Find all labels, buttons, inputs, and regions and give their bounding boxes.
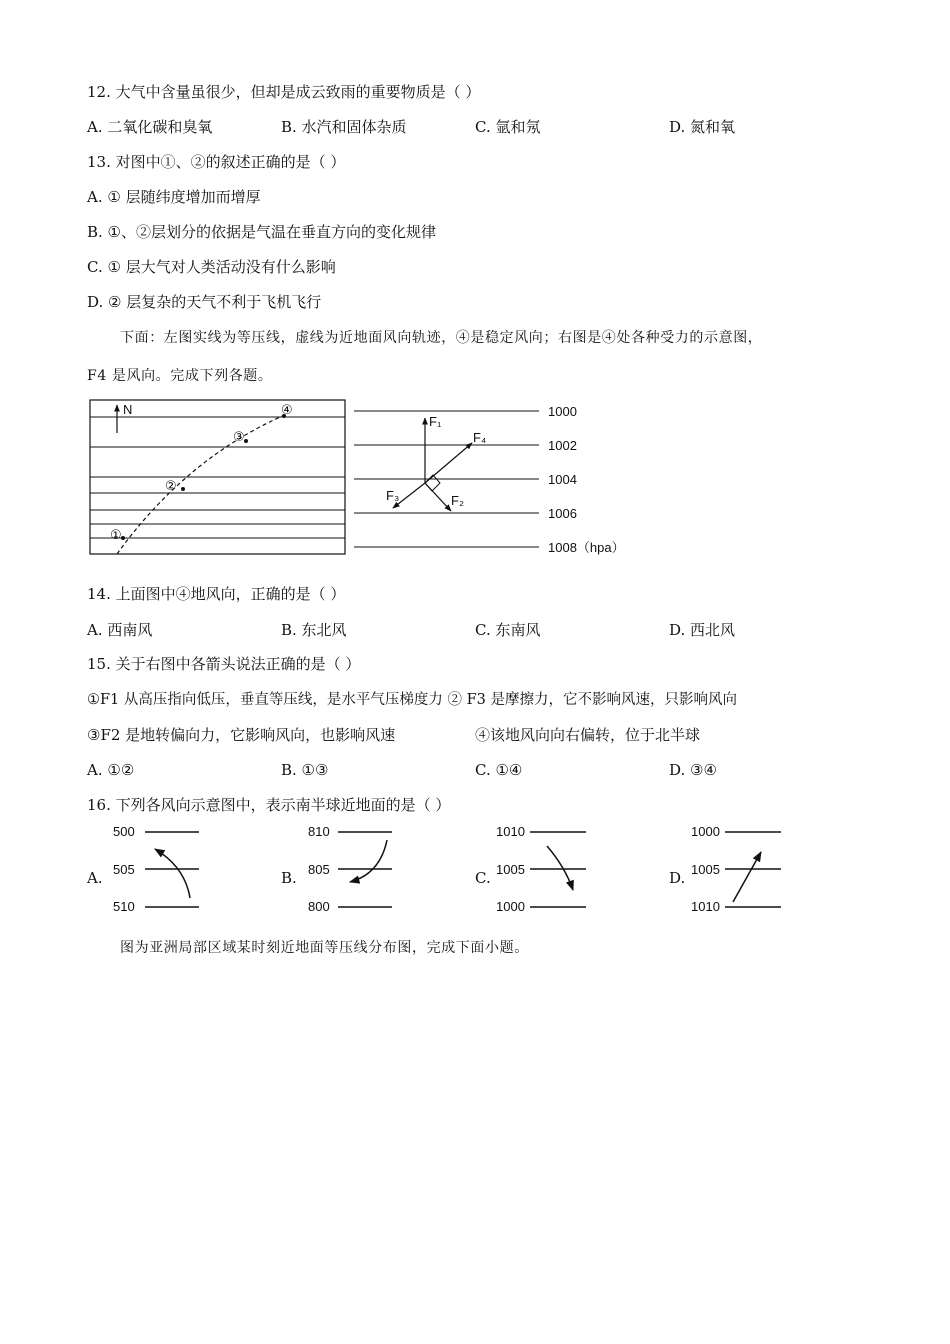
q13-option-c: C. ① 层大气对人类活动没有什么影响 bbox=[87, 258, 336, 276]
q16-option-c-letter: C. bbox=[475, 869, 491, 887]
q16-a-arrow bbox=[155, 849, 190, 898]
q14-option-b: B. 东北风 bbox=[281, 621, 347, 639]
q16-option-a-letter: A. bbox=[87, 869, 103, 887]
force-f2: F₂ bbox=[451, 493, 464, 508]
q16-option-b-letter: B. bbox=[281, 869, 297, 887]
intro1-line2: F4 是风向。完成下列各题。 bbox=[87, 368, 273, 384]
point-3-label: ③ bbox=[233, 429, 245, 444]
q16-d-label-top: 1000 bbox=[691, 824, 720, 839]
point-4-label: ④ bbox=[281, 402, 293, 417]
q12-stem: 12. 大气中含量虽很少，但却是成云致雨的重要物质是（ ） bbox=[87, 83, 481, 101]
q15-option-a: A. ①② bbox=[87, 761, 135, 779]
q12-option-c: C. 氩和氖 bbox=[475, 118, 541, 136]
q15-statement-3: ③F2 是地转偏向力，它影响风向，也影响风速 bbox=[87, 726, 396, 744]
left-isobars bbox=[90, 417, 345, 538]
q16-c-label-mid: 1005 bbox=[496, 862, 525, 877]
point-2 bbox=[181, 487, 185, 491]
q16-a-label-top: 500 bbox=[113, 824, 135, 839]
q15-option-d: D. ③④ bbox=[669, 761, 717, 779]
q16-option-d-diagram bbox=[690, 822, 785, 917]
intro2: 图为亚洲局部区域某时刻近地面等压线分布图，完成下面小题。 bbox=[120, 940, 529, 956]
q13-option-d: D. ② 层复杂的天气不利于飞机飞行 bbox=[87, 293, 322, 311]
q16-d-label-mid: 1005 bbox=[691, 862, 720, 877]
isobar-1000: 1000 bbox=[548, 404, 577, 419]
q16-c-arrow bbox=[547, 846, 573, 890]
q13-option-a: A. ① 层随纬度增加而增厚 bbox=[87, 188, 261, 206]
q13-stem: 13. 对图中①、②的叙述正确的是（ ） bbox=[87, 153, 346, 171]
q15-option-c: C. ①④ bbox=[475, 761, 523, 779]
intro1-line1: 下面：左图实线为等压线，虚线为近地面风向轨迹，④是稳定风向；右图是④处各种受力的示意图， bbox=[120, 330, 763, 346]
q16-b-arrow bbox=[350, 840, 387, 882]
wind-trajectory bbox=[117, 414, 287, 554]
q16-option-a-diagram bbox=[110, 822, 205, 917]
force-f4: F₄ bbox=[473, 430, 487, 445]
q16-a-label-mid: 505 bbox=[113, 862, 135, 877]
isobar-1008: 1008（hpa） bbox=[548, 540, 625, 555]
q16-d-arrow bbox=[733, 852, 761, 902]
right-isobars bbox=[354, 411, 539, 547]
q14-option-d: D. 西北风 bbox=[669, 621, 736, 639]
q14-stem: 14. 上面图中④地风向，正确的是（ ） bbox=[87, 585, 346, 603]
q12-option-d: D. 氮和氧 bbox=[669, 118, 736, 136]
q15-statement-1-2: ①F1 从高压指向低压，垂直等压线，是水平气压梯度力 ② F3 是摩擦力，它不影响风速，只影响风向 bbox=[87, 692, 738, 708]
q16-b-label-mid: 805 bbox=[308, 862, 330, 877]
force-f3: F₃ bbox=[386, 488, 400, 503]
q16-option-b-diagram bbox=[305, 822, 400, 917]
q16-option-c-diagram bbox=[495, 822, 590, 917]
isobar-1002: 1002 bbox=[548, 438, 577, 453]
q14-option-c: C. 东南风 bbox=[475, 621, 541, 639]
q16-a-label-bottom: 510 bbox=[113, 899, 135, 914]
point-1-label: ① bbox=[110, 527, 122, 542]
q16-d-label-bottom: 1010 bbox=[691, 899, 720, 914]
q15-statement-4: ④该地风向向右偏转，位于北半球 bbox=[475, 726, 701, 744]
q16-c-label-top: 1010 bbox=[496, 824, 525, 839]
q12-option-b: B. 水汽和固体杂质 bbox=[281, 118, 407, 136]
q12-option-a: A. 二氧化碳和臭氧 bbox=[87, 118, 213, 136]
q16-stem: 16. 下列各风向示意图中，表示南半球近地面的是（ ） bbox=[87, 796, 451, 814]
q14-option-a: A. 西南风 bbox=[87, 621, 153, 639]
q16-b-label-top: 810 bbox=[308, 824, 330, 839]
isobar-1004: 1004 bbox=[548, 472, 577, 487]
q16-option-d-letter: D. bbox=[669, 869, 686, 887]
isobar-1006: 1006 bbox=[548, 506, 577, 521]
q16-b-label-bottom: 800 bbox=[308, 899, 330, 914]
north-label: N bbox=[123, 402, 133, 417]
q15-stem: 15. 关于右图中各箭头说法正确的是（ ） bbox=[87, 655, 361, 673]
q16-c-label-bottom: 1000 bbox=[496, 899, 525, 914]
point-2-label: ② bbox=[165, 478, 177, 493]
q13-option-b: B. ①、②层划分的依据是气温在垂直方向的变化规律 bbox=[87, 223, 437, 241]
force-f1: F₁ bbox=[429, 414, 442, 429]
q15-option-b: B. ①③ bbox=[281, 761, 329, 779]
isobar-figure bbox=[87, 397, 627, 562]
